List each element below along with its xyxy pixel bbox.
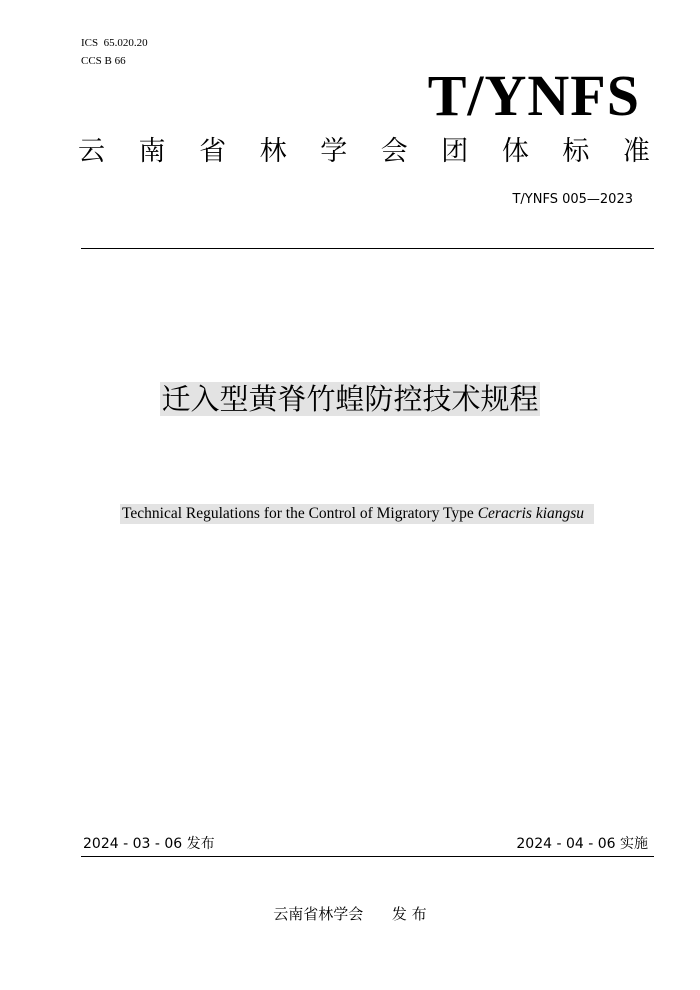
bottom-divider — [81, 856, 654, 857]
publisher: 云南省林学会 发 布 — [273, 905, 427, 923]
title-english-text: Technical Regulations for the Control of Migratory Type — [122, 505, 478, 522]
org-title-char: 学 — [320, 136, 348, 167]
implement-date: 2024 - 04 - 06 实施 — [516, 836, 648, 852]
title-chinese-block — [0, 378, 700, 420]
org-title-char: 林 — [259, 136, 287, 167]
organization-title — [78, 132, 650, 172]
publish-date: 2024 - 03 - 06 发布 — [83, 836, 215, 852]
org-title-char: 云 — [78, 136, 105, 167]
standard-number: T/YNFS 005—2023 — [512, 192, 633, 207]
species-name: Ceracris kiangsu — [477, 505, 585, 522]
title-english — [120, 504, 594, 524]
title-chinese: 迁入型黄脊竹蝗防控技术规程 — [161, 382, 539, 416]
top-divider — [81, 248, 654, 249]
ccs-code: CCS B 66 — [81, 55, 126, 67]
org-title-char: 省 — [199, 136, 227, 167]
org-title-char: 会 — [380, 136, 408, 167]
ics-code: ICS 65.020.20 — [81, 37, 148, 49]
standard-abbreviation: T/YNFS — [427, 63, 640, 128]
org-title-char: 南 — [138, 136, 166, 167]
org-title-char: 准 — [622, 136, 650, 167]
org-title-char: 标 — [562, 136, 590, 167]
org-title-char: 团 — [441, 136, 469, 167]
org-title-char: 体 — [501, 136, 529, 167]
